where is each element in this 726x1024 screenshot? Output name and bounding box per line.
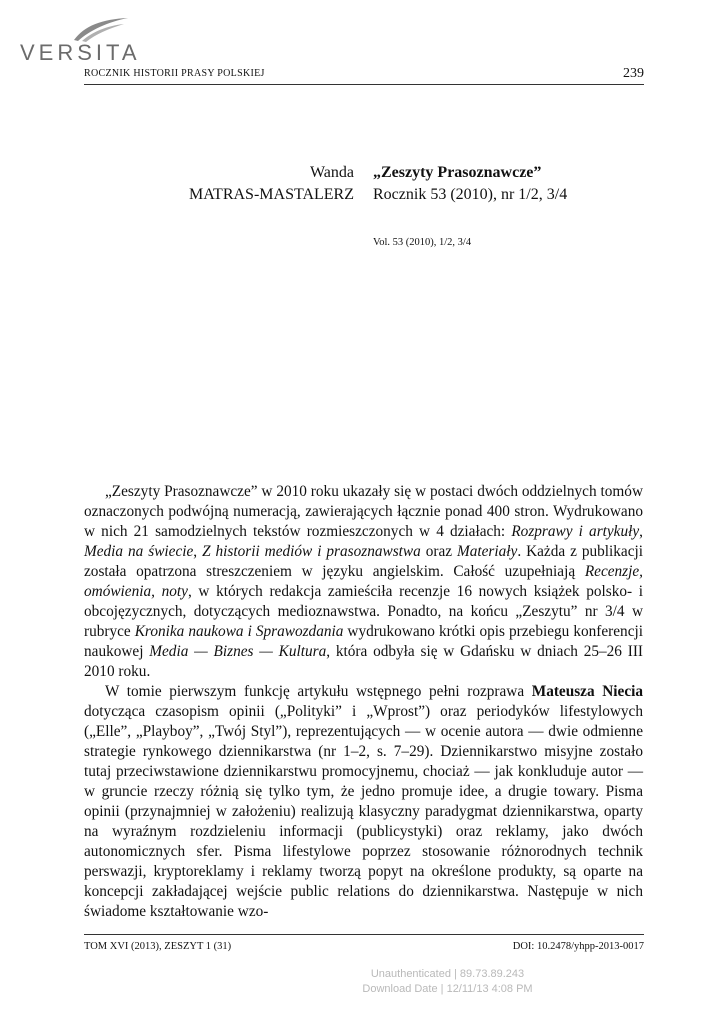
italic-run: Z historii mediów i prasoznawstwa bbox=[202, 543, 421, 560]
text-run: , bbox=[639, 523, 643, 540]
text-run: dotycząca czasopism opinii („Polityki” i „Wprost”) oraz periodyków lifestylowych („Elle”, „Playboy”, „Twój Styl”), reprezentujących — w ocenie autora — dwie odmienne strategie rynkowego dziennikarstwa (nr 1–2, s. 7–29). Dziennikarstwo misyjne zostało tutaj przeciwstawione dziennikarstwu promocyjnemu, chociaż — jak konkluduje autor — w gruncie rzeczy różnią się tylko tym, że jedno promuje idee, a drugie towary. Pisma opinii (przynajmniej w założeniu) realizują klasyczny paradygmat dziennikarstwa, oparty na wyraźnym rozdzieleniu informacji (publicystyki) oraz reklamy, jako dwóch autonomicznych sfer. Pisma lifestylowe poprzez stosowanie różnorodnych technik perswazji, kryptoreklamy i reklamy tworzą popyt na określone produkty, są oparte na koncepcji zakładającej wejście public relations do dziennikarstwa. Następuje w nich świadome kształtowanie wzo- bbox=[84, 703, 643, 920]
running-head: ROCZNIK HISTORII PRASY POLSKIEJ bbox=[84, 68, 265, 79]
article-subtitle: Rocznik 53 (2010), nr 1/2, 3/4 bbox=[373, 186, 568, 203]
text-run: „Zeszyty Prasoznawcze” w 2010 roku ukazały się w postaci dwóch oddzielnych tomów oznaczonych podwójną numeracją, zawierających łącznie ponad 400 stron. Wydrukowano w nich 21 samodzielnych tekstów rozmieszczonych w 4 działach: bbox=[84, 483, 643, 540]
text-run: . Każda z publikacji została opatrzona streszczeniem w języku angielskim. Całość uzupełniają bbox=[84, 543, 643, 580]
italic-run: Materiały bbox=[456, 543, 518, 560]
italic-run: Kronika naukowa i Sprawozdania bbox=[134, 623, 344, 640]
text-run: W tomie pierwszym funkcję artykułu wstępnego pełni rozprawa bbox=[105, 683, 532, 700]
author-last-name: MATRAS-MASTALERZ bbox=[189, 186, 354, 203]
text-run: , która odbyła się w Gdańsku w dniach 25–26 III 2010 roku. bbox=[84, 643, 644, 680]
watermark-line-1: Unauthenticated | 89.73.89.243 bbox=[370, 968, 525, 980]
footer-doi: DOI: 10.2478/yhpp-2013-0017 bbox=[512, 941, 644, 952]
italic-run: Media — Biznes — Kultura bbox=[149, 643, 327, 660]
text-run: wydrukowano krótki opis przebiegu konferencji naukowej bbox=[84, 623, 643, 660]
versita-logo bbox=[20, 16, 141, 66]
paragraph-1 bbox=[84, 482, 643, 682]
italic-run: Rozprawy i artykuły bbox=[511, 523, 640, 540]
footer-volume: TOM XVI (2013), ZESZYT 1 (31) bbox=[84, 941, 232, 952]
logo-swoosh-icon bbox=[72, 16, 130, 42]
text-run: oraz bbox=[420, 543, 457, 560]
author-first-name: Wanda bbox=[309, 164, 354, 181]
bold-run: Mateusza Niecia bbox=[531, 683, 644, 700]
italic-run: Recenzje, omówienia, noty bbox=[84, 563, 643, 600]
logo-text: VERSITA bbox=[20, 40, 141, 65]
header-rule bbox=[84, 84, 644, 85]
paragraph-2 bbox=[84, 682, 643, 922]
text-run: , bbox=[193, 543, 203, 560]
volume-line: Vol. 53 (2010), 1/2, 3/4 bbox=[373, 237, 472, 248]
article-body bbox=[84, 482, 643, 922]
page-number: 239 bbox=[623, 66, 644, 81]
footer-rule bbox=[84, 934, 644, 935]
italic-run: Media na świecie bbox=[84, 543, 194, 560]
article-title: „Zeszyty Prasoznawcze” bbox=[373, 164, 542, 181]
watermark-line-2: Download Date | 12/11/13 4:08 PM bbox=[362, 983, 533, 995]
text-run: , w których redakcja zamieściła recenzje 16 nowych książek polsko- i obcojęzycznych, dotyczących medioznawstwa. Ponadto, na końcu „Zeszytu” nr 3/4 w rubryce bbox=[84, 583, 643, 640]
